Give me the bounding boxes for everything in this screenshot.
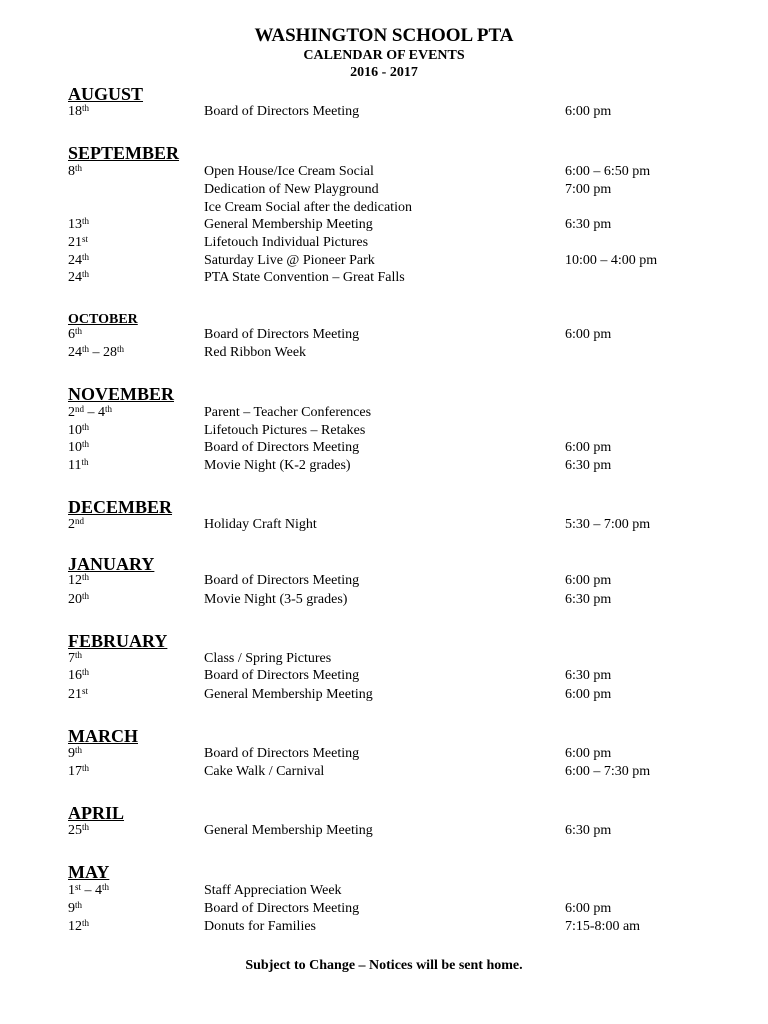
event-time: 6:00 pm [565, 573, 612, 588]
date-suffix: th [82, 216, 90, 226]
date-range-dash: – [81, 883, 96, 898]
event-date [68, 687, 88, 703]
date-day: 20 [68, 592, 82, 607]
event-time: 6:00 pm [565, 687, 612, 702]
date-suffix: st [82, 234, 89, 244]
date-day: 18 [68, 104, 82, 119]
event-time: 6:00 pm [565, 746, 612, 761]
month-heading: DECEMBER [68, 497, 173, 517]
month-heading: NOVEMBER [68, 384, 175, 404]
event-date [68, 592, 89, 608]
event-date [68, 327, 82, 343]
event-time: 10:00 – 4:00 pm [565, 253, 658, 268]
date-day: 2 [68, 405, 75, 420]
event-name: Lifetouch Pictures – Retakes [204, 423, 366, 438]
month-heading: JANUARY [68, 554, 155, 574]
event-name: Donuts for Families [204, 919, 316, 934]
event-date [68, 423, 89, 439]
event-time: 6:30 pm [565, 668, 612, 683]
date-day: 25 [68, 823, 82, 838]
event-date [68, 104, 89, 120]
date-suffix: th [82, 252, 90, 262]
event-name: General Membership Meeting [204, 687, 373, 702]
date-day-end: 4 [95, 883, 103, 898]
event-name: Cake Walk / Carnival [204, 764, 325, 779]
event-name: Board of Directors Meeting [204, 746, 360, 761]
date-day: 12 [68, 573, 82, 588]
event-name: PTA State Convention – Great Falls [204, 270, 405, 285]
event-name: Lifetouch Individual Pictures [204, 235, 369, 250]
date-day: 24 [68, 253, 82, 268]
date-day: 17 [68, 764, 82, 779]
month-heading: MAY [68, 862, 110, 882]
date-suffix: th [75, 163, 83, 173]
date-suffix-end: th [102, 882, 110, 892]
event-time: 6:00 pm [565, 440, 612, 455]
date-day: 13 [68, 217, 82, 232]
date-suffix: th [82, 822, 90, 832]
event-date [68, 345, 124, 361]
event-name: Class / Spring Pictures [204, 651, 332, 666]
date-suffix-end: th [117, 344, 125, 354]
event-time: 6:30 pm [565, 458, 612, 473]
date-suffix: th [82, 763, 90, 773]
date-suffix: th [75, 745, 83, 755]
event-name: Dedication of New Playground [204, 182, 379, 197]
event-name: General Membership Meeting [204, 217, 373, 232]
page-subtitle: CALENDAR OF EVENTS [303, 48, 465, 63]
event-time: 6:00 pm [565, 104, 612, 119]
month-heading: APRIL [68, 803, 125, 823]
event-name: Board of Directors Meeting [204, 901, 360, 916]
event-name: Red Ribbon Week [204, 345, 307, 360]
month-heading: FEBRUARY [68, 631, 168, 651]
event-time: 6:00 pm [565, 901, 612, 916]
month-heading: AUGUST [68, 84, 144, 104]
date-suffix: th [75, 326, 83, 336]
date-day: 21 [68, 235, 82, 250]
event-date [68, 164, 82, 180]
event-date [68, 270, 89, 286]
date-suffix: nd [75, 516, 84, 526]
date-day: 9 [68, 746, 75, 761]
date-day: 8 [68, 164, 75, 179]
event-name: General Membership Meeting [204, 823, 373, 838]
page-title: WASHINGTON SCHOOL PTA [254, 25, 514, 46]
event-name: Board of Directors Meeting [204, 327, 360, 342]
date-day: 24 [68, 345, 82, 360]
date-day: 16 [68, 668, 82, 683]
event-name: Movie Night (K-2 grades) [204, 458, 351, 473]
event-name: Parent – Teacher Conferences [204, 405, 372, 420]
date-day: 12 [68, 919, 82, 934]
event-time: 7:15-8:00 am [565, 919, 641, 934]
date-day: 11 [68, 458, 82, 473]
event-date [68, 517, 84, 533]
date-suffix: st [75, 882, 82, 892]
date-suffix: th [81, 457, 89, 467]
event-date [68, 217, 89, 233]
date-suffix: th [82, 103, 90, 113]
event-name: Open House/Ice Cream Social [204, 164, 374, 179]
date-day: 9 [68, 901, 75, 916]
event-name: Ice Cream Social after the dedication [204, 200, 412, 215]
date-day: 10 [68, 440, 82, 455]
date-suffix: th [82, 269, 90, 279]
event-time: 5:30 – 7:00 pm [565, 517, 651, 532]
date-suffix: th [82, 422, 90, 432]
date-day-end: 28 [103, 345, 118, 360]
date-suffix: th [82, 591, 90, 601]
event-date [68, 458, 89, 474]
event-name: Movie Night (3-5 grades) [204, 592, 348, 607]
event-name: Board of Directors Meeting [204, 573, 360, 588]
date-day: 6 [68, 327, 75, 342]
event-date [68, 764, 89, 780]
date-suffix: th [82, 344, 90, 354]
event-time: 6:30 pm [565, 217, 612, 232]
event-name: Board of Directors Meeting [204, 668, 360, 683]
event-date [68, 573, 89, 589]
footer-note: Subject to Change – Notices will be sent home. [245, 958, 523, 973]
date-day-end: 4 [98, 405, 105, 420]
date-day: 1 [68, 883, 75, 898]
date-suffix: st [82, 686, 89, 696]
date-range-dash: – [89, 345, 104, 360]
event-time: 6:30 pm [565, 592, 612, 607]
event-name: Saturday Live @ Pioneer Park [204, 253, 375, 268]
event-date [68, 823, 89, 839]
date-suffix: th [75, 650, 83, 660]
date-suffix: th [82, 572, 90, 582]
event-time: 7:00 pm [565, 182, 612, 197]
date-day: 7 [68, 651, 75, 666]
event-date [68, 440, 89, 456]
date-suffix: th [82, 439, 90, 449]
date-suffix: nd [75, 404, 84, 414]
event-date [68, 235, 88, 251]
event-time: 6:00 – 6:50 pm [565, 164, 651, 179]
event-time: 6:00 – 7:30 pm [565, 764, 651, 779]
event-date [68, 405, 112, 421]
date-suffix: th [82, 667, 90, 677]
date-suffix-end: th [105, 404, 113, 414]
date-day: 21 [68, 687, 82, 702]
event-date [68, 668, 89, 684]
month-heading: OCTOBER [68, 312, 138, 327]
month-heading: SEPTEMBER [68, 143, 180, 163]
event-date [68, 901, 82, 917]
event-name: Staff Appreciation Week [204, 883, 342, 898]
date-day: 24 [68, 270, 82, 285]
event-date [68, 919, 89, 935]
event-date [68, 746, 82, 762]
event-name: Holiday Craft Night [204, 517, 317, 532]
event-date [68, 253, 89, 269]
date-day: 10 [68, 423, 82, 438]
date-range-dash: – [84, 405, 98, 420]
event-date [68, 883, 109, 899]
date-suffix: th [75, 900, 83, 910]
date-day: 2 [68, 517, 75, 532]
date-suffix: th [82, 918, 90, 928]
event-time: 6:30 pm [565, 823, 612, 838]
event-time: 6:00 pm [565, 327, 612, 342]
school-year: 2016 - 2017 [350, 65, 418, 80]
event-name: Board of Directors Meeting [204, 440, 360, 455]
event-date [68, 651, 82, 667]
month-heading: MARCH [68, 726, 138, 746]
event-name: Board of Directors Meeting [204, 104, 360, 119]
